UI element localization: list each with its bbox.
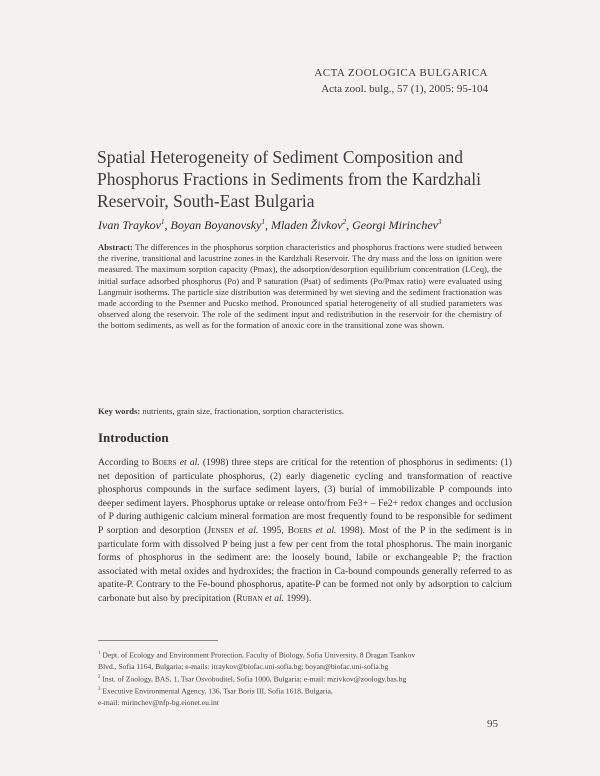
footnote-mark: 2	[98, 674, 101, 680]
introduction-paragraph	[98, 456, 512, 606]
keywords	[98, 406, 502, 417]
paper-title: Spatial Heterogeneity of Sediment Composition and Phosphorus Fractions in Sediments from the Kardzhali Reservoir, South-East Bulgaria	[97, 147, 481, 211]
author-name: Ivan Traykov	[98, 218, 161, 232]
citation-etal: et al.	[176, 457, 200, 468]
journal-name: ACTA ZOOLOGICA BULGARICA	[314, 67, 488, 79]
abstract-label: Abstract:	[98, 242, 133, 252]
text-run: According to	[98, 457, 153, 468]
text-run: 1999).	[284, 592, 312, 604]
author-name: Boyan Boyanovsky	[170, 218, 262, 232]
footnote	[98, 672, 518, 685]
text-run: (1998) three steps are critical for the retention of phosphorus in sediments: (1) net deposition of particulate phosphorus, (2) early diagenetic cycling and transformation of reactive phosphorus compounds in the surface sediment layers, (3) burial of immobilizable P compounds into deeper sediment layers. Phosphorus uptake or release onto/from Fe3+ – Fe2+ redox changes and occlusion of P during authigenic calcium mineral formation are most frequently found to be responsible for sediment P sorption and desorption (	[98, 457, 512, 536]
author-affiliation-mark: 1	[160, 218, 165, 226]
footnote-text: e-mail: mirinchev@nfp-bg.eionet.eu.int	[98, 697, 219, 707]
keywords-label: Key words:	[98, 406, 141, 416]
author-affiliation-mark: 2	[342, 218, 347, 226]
abstract-text: The differences in the phosphorus sorption characteristics and phosphorus fractions were studied between the riverine, transitional and lacustrine zones in the Kardzhali Reservoir. The dry mass and the loss on ignition were measured. The maximum sorption capacity (Pmax), the adsorption/desorption equilibrium concentration (LCeq), the initial surface adsorbed phosphorus (Po) and P saturation (Psat) of sediments (Po/Pmax ratio) were evaluated using Langmuir isotherms. The particle size distribution was determined by wet sieving and the sediment fractionation was made according to the Psenner and Pucsko method. Pronounced spatial heterogeneity of all studied parameters was observed along the reservoir. The role of the sediment input and redistribution in the reservoir for the chemistry of the bottom sediments, as well as for the formation of anoxic core in the transitional zone was shown.	[98, 242, 502, 331]
author-name: Georgi Mirinchev	[352, 218, 438, 232]
journal-header	[314, 65, 488, 97]
journal-citation: Acta zool. bulg., 57 (1), 2005: 95-104	[321, 83, 488, 95]
abstract	[98, 242, 502, 332]
author-affiliation-mark: 3	[437, 218, 442, 226]
footnote-mark: 3	[98, 687, 101, 693]
footnote	[98, 661, 518, 672]
citation-author: Jensen	[207, 524, 234, 536]
author-list: Ivan Traykov$^1$, Boyan Boyanovsky$^1$, Mladen Živkov$^2$, Georgi Mirinchev$^3$	[98, 218, 442, 232]
citation-etal: et al.	[262, 592, 285, 604]
footnote-text: Blvd., Sofia 1164, Bulgaria; e-mails: itraykov@biofac.uni-sofia.bg; boyan@biofac.uni-sofia.bg	[98, 661, 389, 671]
citation-etal: et al.	[233, 524, 259, 536]
keywords-text: nutrients, grain size, fractionation, sorption characteristics.	[142, 406, 345, 416]
footnote-text: Executive Environmental Agency, 136, Tsar Boris III, Sofia 1618, Bulgaria,	[102, 686, 333, 696]
citation-author: Boers	[287, 524, 312, 536]
footnote	[98, 684, 518, 697]
footnote-text: Dept. of Ecology and Environment Protection, Faculty of Biology, Sofia University, 8 Dragan Tsankov	[102, 650, 416, 660]
footnote-text: Inst. of Zoology, BAS, 1, Tsar Osvoboditel, Sofia 1000, Bulgaria; e-mail: mzivkov@zoology.bas.bg	[102, 674, 407, 684]
citation-etal: et al.	[311, 524, 337, 536]
text-run: 1995,	[258, 524, 288, 536]
footnote-divider	[98, 640, 218, 641]
footnote	[98, 648, 518, 661]
text-run: 1998). Most of the P in the sediment is in particulate form with dissolved P being just a few per cent from the total phosphorus. The main inorganic forms of phosphorus in the sediment are: the loosely bound, labile or exchangeable P; the fraction associated with metal oxides and hydroxides; the fraction in Ca-bound compounds generally referred to as apatite-P. Contrary to the Fe-bound phosphorus, apatite-P can be formed not only by adsorption to calcium carbonate but also by precipitation (	[98, 524, 512, 604]
footnote	[98, 697, 518, 708]
citation-author: Ruban	[236, 592, 263, 604]
footnotes	[98, 648, 518, 708]
author-name: Mladen Živkov	[270, 218, 343, 232]
citation-author: Boers	[152, 457, 177, 468]
section-heading-introduction: Introduction	[98, 430, 169, 445]
page-number: 95	[487, 718, 498, 730]
author-affiliation-mark: 1	[261, 218, 265, 226]
footnote-mark: 1	[98, 651, 101, 656]
